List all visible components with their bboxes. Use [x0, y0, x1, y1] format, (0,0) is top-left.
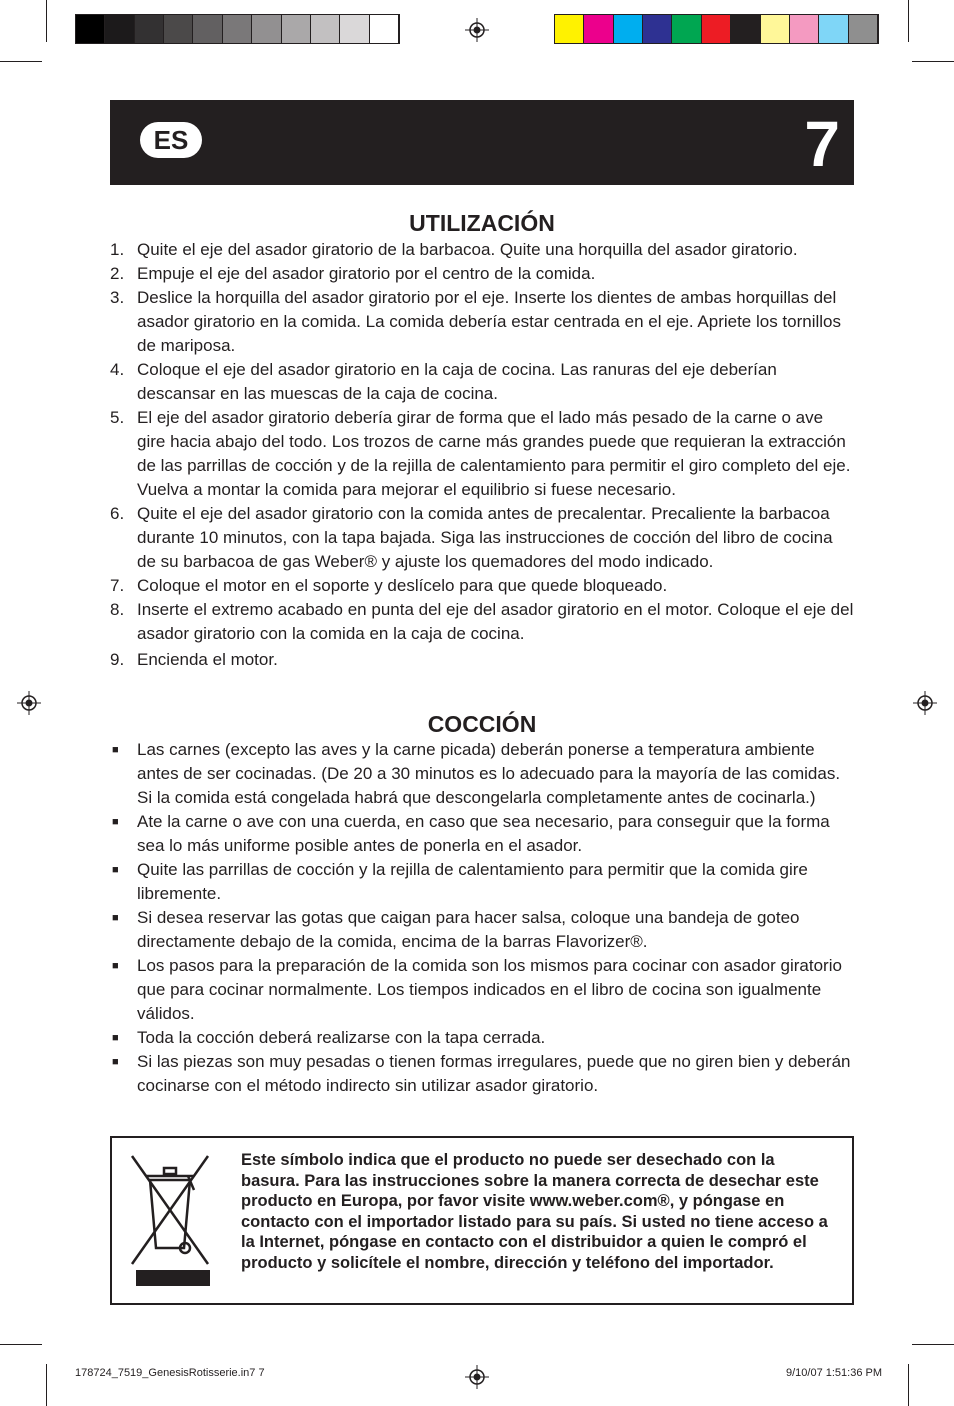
page-number: 7 — [804, 108, 840, 180]
step-text: Encienda el motor. — [137, 650, 278, 669]
use-step — [110, 648, 856, 672]
section-title-use: UTILIZACIÓN — [409, 210, 555, 236]
use-step — [110, 238, 856, 262]
color-swatch — [614, 15, 643, 43]
color-swatch — [555, 15, 584, 43]
use-step — [110, 502, 856, 574]
tip-text: Quite las parrillas de cocción y la rejilla de calentamiento para permitir que la comida gire libremente. — [137, 860, 808, 903]
color-swatch — [311, 15, 340, 43]
step-text: Empuje el eje del asador giratorio por el centro de la comida. — [137, 264, 596, 283]
step-text: Deslice la horquilla del asador giratorio por el eje. Inserte los dientes de ambas horquillas del asador giratorio en la comida. La comida debería estar centrada en el eje. Apriete los tornillos de mariposa. — [137, 288, 842, 355]
crop-mark — [0, 61, 42, 62]
step-number: 8. — [110, 600, 125, 619]
use-step — [110, 358, 856, 406]
tip-text: Las carnes (excepto las aves y la carne picada) deberán ponerse a temperatura ambiente antes de ser cocinadas. (De 20 a 30 minutos es lo adecuado para la mayoría de las comidas. Si la comida está congelada habrá que descongelarla completamente antes de cocinarla.) — [137, 740, 841, 807]
step-text: Quite el eje del asador giratorio de la barbacoa. Quite una horquilla del asador giratorio. — [137, 240, 798, 259]
color-swatch — [164, 15, 193, 43]
use-step — [110, 262, 856, 286]
registration-mark-icon — [17, 691, 41, 715]
section-title-cooking: COCCIÓN — [427, 711, 537, 737]
color-swatch — [819, 15, 848, 43]
step-text: El eje del asador giratorio debería girar de forma que el lado más pesado de la carne o ave gire hacia abajo del todo. Los trozos de carne más grandes puede que requieran la extracción de las parrillas de cocción y de la rejilla de calentamiento para permitir el giro completo del eje. Vuelva a montar la comida para mejorar el equilibrio si fuese necesario. — [137, 408, 851, 499]
step-number: 3. — [110, 288, 125, 307]
tip-text: Si desea reservar las gotas que caigan para hacer salsa, coloque una bandeja de goteo directamente debajo de la comida, encima de la barras Flavorizer®. — [137, 908, 800, 951]
color-swatch — [731, 15, 760, 43]
crop-mark — [908, 1364, 909, 1406]
step-text: Coloque el motor en el soporte y deslícelo para que quede bloqueado. — [137, 576, 668, 595]
bullet-icon: ■ — [112, 960, 119, 972]
bullet-icon: ■ — [112, 1056, 119, 1068]
color-swatch — [584, 15, 613, 43]
step-number: 2. — [110, 264, 125, 283]
cooking-tip — [110, 906, 856, 954]
registration-mark-icon — [465, 18, 489, 42]
color-swatch — [672, 15, 701, 43]
step-number: 6. — [110, 504, 125, 523]
registration-mark-icon — [913, 691, 937, 715]
color-swatch — [340, 15, 369, 43]
use-step — [110, 574, 856, 598]
color-calibration-strip — [554, 14, 879, 44]
use-steps-list — [110, 238, 856, 672]
step-number: 4. — [110, 360, 125, 379]
crop-mark — [912, 1344, 954, 1345]
color-swatch — [702, 15, 731, 43]
cooking-tip — [110, 1026, 856, 1050]
step-number: 5. — [110, 408, 125, 427]
cooking-tip — [110, 858, 856, 906]
cooking-tip — [110, 954, 856, 1026]
color-swatch — [761, 15, 790, 43]
crop-mark — [0, 1344, 42, 1345]
bullet-icon: ■ — [112, 864, 119, 876]
tip-text: Los pasos para la preparación de la comida son los mismos para cocinar con asador giratorio que para cocinar normalmente. Los tiempos indicados en el libro de cocina son igualmente válidos. — [137, 956, 842, 1023]
cooking-tip — [110, 738, 856, 810]
disposal-notice-box — [110, 1136, 854, 1305]
step-number: 7. — [110, 576, 125, 595]
color-swatch — [252, 15, 281, 43]
bullet-icon: ■ — [112, 744, 119, 756]
use-step — [110, 406, 856, 502]
disposal-notice-text: Este símbolo indica que el producto no puede ser desechado con la basura. Para las instrucciones sobre la manera correcta de desechar este producto en Europa, por favor visite www.weber.com®, y póngase en contacto con el importador listado para su país. Si usted no tiene acceso a la Internet, póngase en contacto con el distribuidor a quien le compró el producto y solicítele el nombre, dirección y teléfono del importador. — [241, 1151, 828, 1272]
footer-filename: 178724_7519_GenesisRotisserie.in7 7 — [75, 1367, 265, 1379]
crop-mark — [908, 0, 909, 42]
use-step — [110, 286, 856, 358]
cooking-tip — [110, 810, 856, 858]
crossed-out-wheelie-bin-icon — [128, 1152, 216, 1288]
page-header-bar — [110, 100, 854, 185]
cooking-tip — [110, 1050, 856, 1098]
language-badge: ES — [140, 122, 202, 158]
step-text: Quite el eje del asador giratorio con la comida antes de precalentar. Precaliente la barbacoa durante 10 minutos, con la tapa bajada. Siga las instrucciones de cocción del libro de cocina de su barbacoa de gas Weber® y ajuste los quemadores del modo indicado. — [137, 504, 833, 571]
color-swatch — [135, 15, 164, 43]
color-swatch — [849, 15, 878, 43]
cooking-tips-list — [110, 738, 856, 1098]
bullet-icon: ■ — [112, 816, 119, 828]
bullet-icon: ■ — [112, 912, 119, 924]
color-swatch — [790, 15, 819, 43]
tip-text: Ate la carne o ave con una cuerda, en caso que sea necesario, para conseguir que la forma sea lo más uniforme posible antes de ponerla en el asador. — [137, 812, 830, 855]
color-swatch — [223, 15, 252, 43]
step-number: 1. — [110, 240, 125, 259]
color-swatch — [105, 15, 134, 43]
step-text: Inserte el extremo acabado en punta del eje del asador giratorio en el motor. Coloque el eje del asador giratorio con la comida en la caja de cocina. — [137, 600, 854, 643]
color-swatch — [76, 15, 105, 43]
bullet-icon: ■ — [112, 1032, 119, 1044]
gray-calibration-strip — [75, 14, 400, 44]
color-swatch — [643, 15, 672, 43]
use-step — [110, 598, 856, 646]
tip-text: Si las piezas son muy pesadas o tienen formas irregulares, puede que no giren bien y deberán cocinarse con el método indirecto sin utilizar asador giratorio. — [137, 1052, 851, 1095]
crop-mark — [46, 1364, 47, 1406]
crop-mark — [46, 0, 47, 42]
step-number: 9. — [110, 650, 125, 669]
color-swatch — [193, 15, 222, 43]
crop-mark — [912, 61, 954, 62]
step-text: Coloque el eje del asador giratorio en la caja de cocina. Las ranuras del eje deberían descansar en las muescas de la caja de cocina. — [137, 360, 777, 403]
footer-timestamp: 9/10/07 1:51:36 PM — [785, 1367, 882, 1379]
color-swatch — [282, 15, 311, 43]
tip-text: Toda la cocción deberá realizarse con la tapa cerrada. — [137, 1028, 546, 1047]
registration-mark-icon — [465, 1365, 489, 1389]
color-swatch — [370, 15, 399, 43]
